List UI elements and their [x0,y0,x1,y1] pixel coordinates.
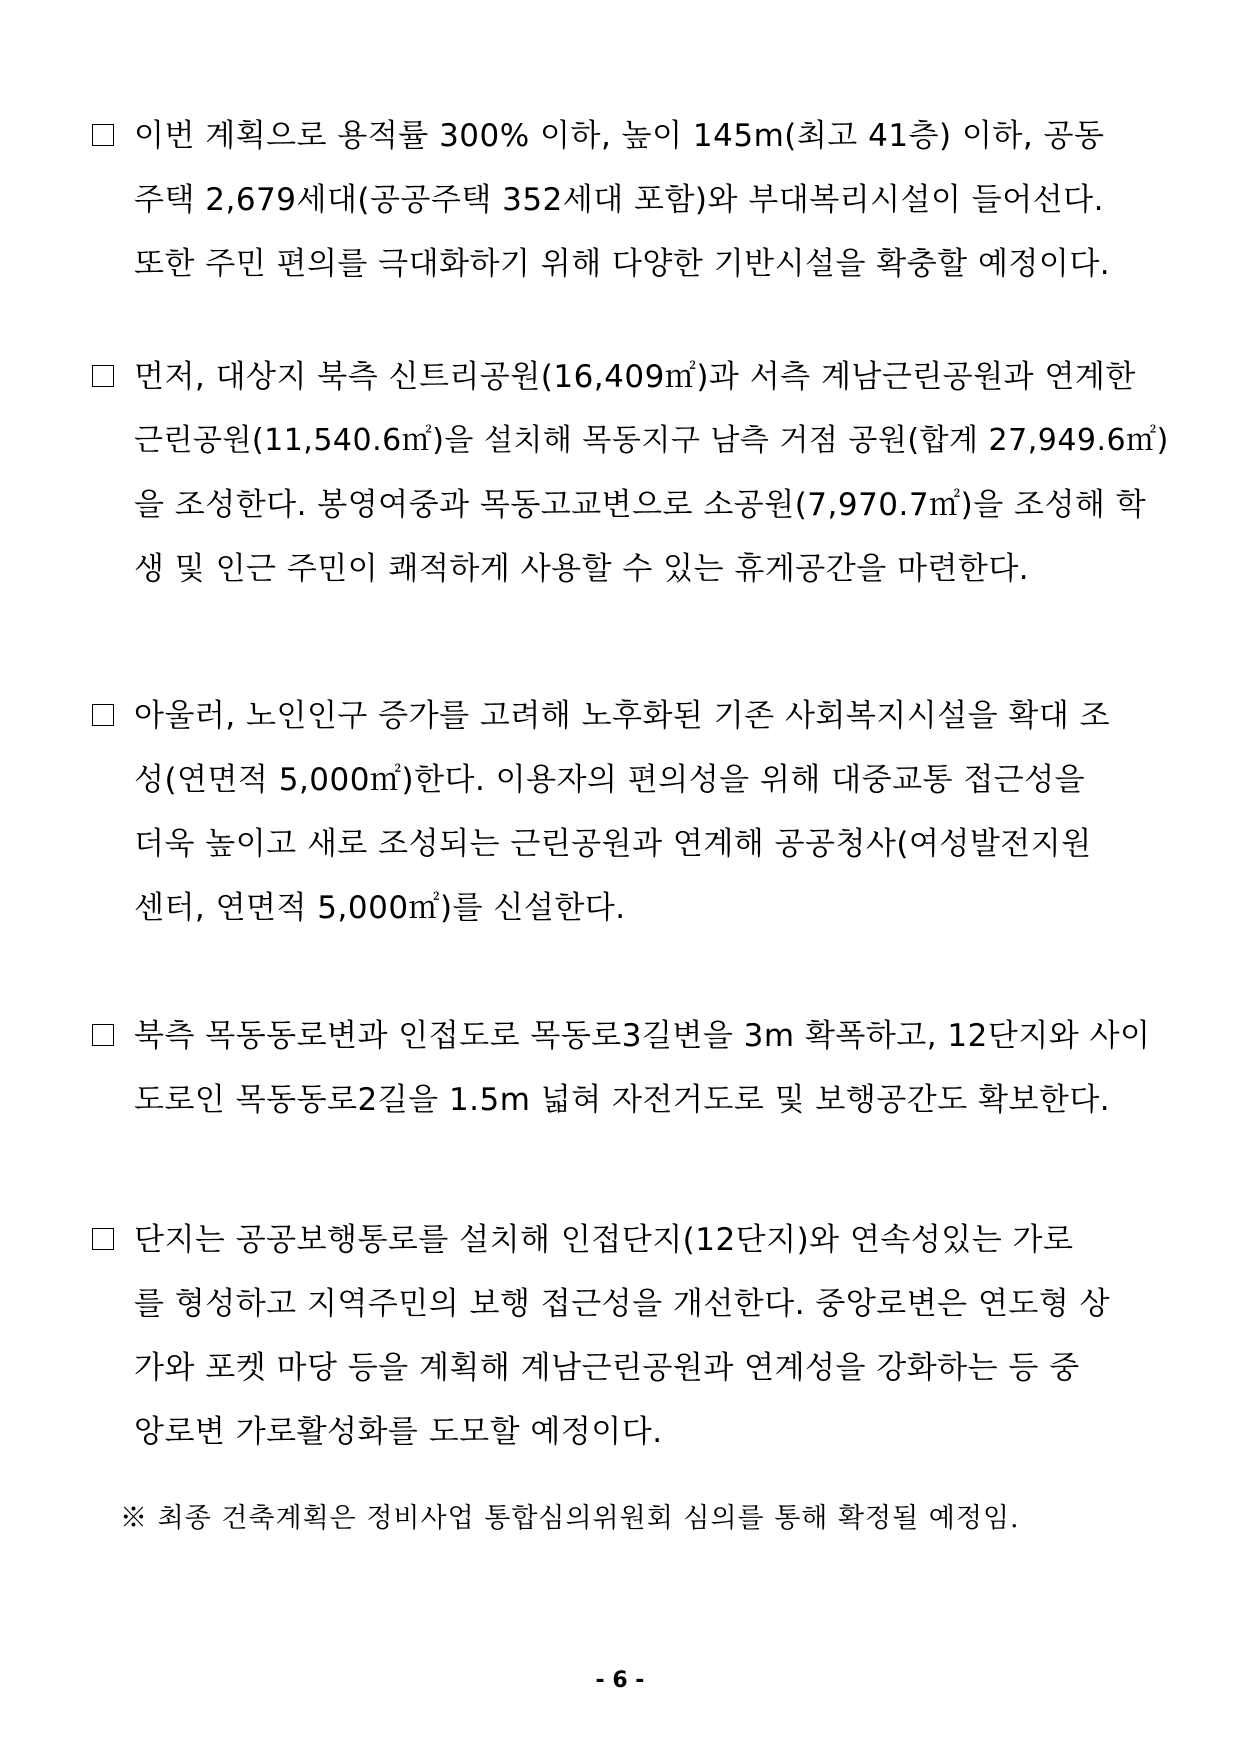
text-line: 더욱 높이고 새로 조성되는 근린공원과 연계해 공공청사(여성발전지원 [134,826,1092,862]
checkbox-bullet-icon [92,365,114,387]
text-line: 앙로변 가로활성화를 도모할 예정이다. [134,1414,663,1450]
text-line: 센터, 연면적 5,000㎡)를 신설한다. [134,890,626,926]
checkbox-bullet-icon [92,704,114,726]
footnote: ※ 최종 건축계획은 정비사업 통합심의위원회 심의를 통해 확정될 예정임. [120,1503,1020,1534]
text-line: 아울러, 노인인구 증가를 고려해 노후화된 기존 사회복지시설을 확대 조 [134,698,1111,734]
text-line: 먼저, 대상지 북측 신트리공원(16,409㎡)과 서측 계남근린공원과 연계한 [134,359,1136,395]
checkbox-bullet-icon [92,1228,114,1250]
text-line: 성(연면적 5,000㎡)한다. 이용자의 편의성을 위해 대중교통 접근성을 [134,762,1086,798]
page-number: - 6 - [595,1668,645,1693]
text-line: 이번 계획으로 용적률 300% 이하, 높이 145m(최고 41층) 이하, 공동 [134,118,1105,154]
text-line: 북측 목동동로변과 인접도로 목동로3길변을 3m 확폭하고, 12단지와 사이 [134,1018,1151,1054]
text-line: 도로인 목동동로2길을 1.5m 넓혀 자전거도로 및 보행공간도 확보한다. [134,1082,1111,1118]
text-line: 를 형성하고 지역주민의 보행 접근성을 개선한다. 중앙로변은 연도형 상 [134,1286,1111,1322]
text-line: 가와 포켓 마당 등을 계획해 계남근린공원과 연계성을 강화하는 등 중 [134,1350,1080,1386]
text-line: 생 및 인근 주민이 쾌적하게 사용할 수 있는 휴게공간을 마련한다. [134,551,1030,587]
checkbox-bullet-icon [92,1024,114,1046]
checkbox-bullet-icon [92,124,114,146]
text-line: 을 조성한다. 봉영여중과 목동고교변으로 소공원(7,970.7㎡)을 조성해 학 [134,487,1147,523]
text-line: 근린공원(11,540.6㎡)을 설치해 목동지구 남측 거점 공원(합계 27,949.6㎡) [134,423,1169,458]
text-line: 주택 2,679세대(공공주택 352세대 포함)와 부대복리시설이 들어선다. [134,182,1104,218]
text-line: 단지는 공공보행통로를 설치해 인접단지(12단지)와 연속성있는 가로 [134,1222,1074,1258]
text-line: 또한 주민 편의를 극대화하기 위해 다양한 기반시설을 확충할 예정이다. [134,246,1111,282]
